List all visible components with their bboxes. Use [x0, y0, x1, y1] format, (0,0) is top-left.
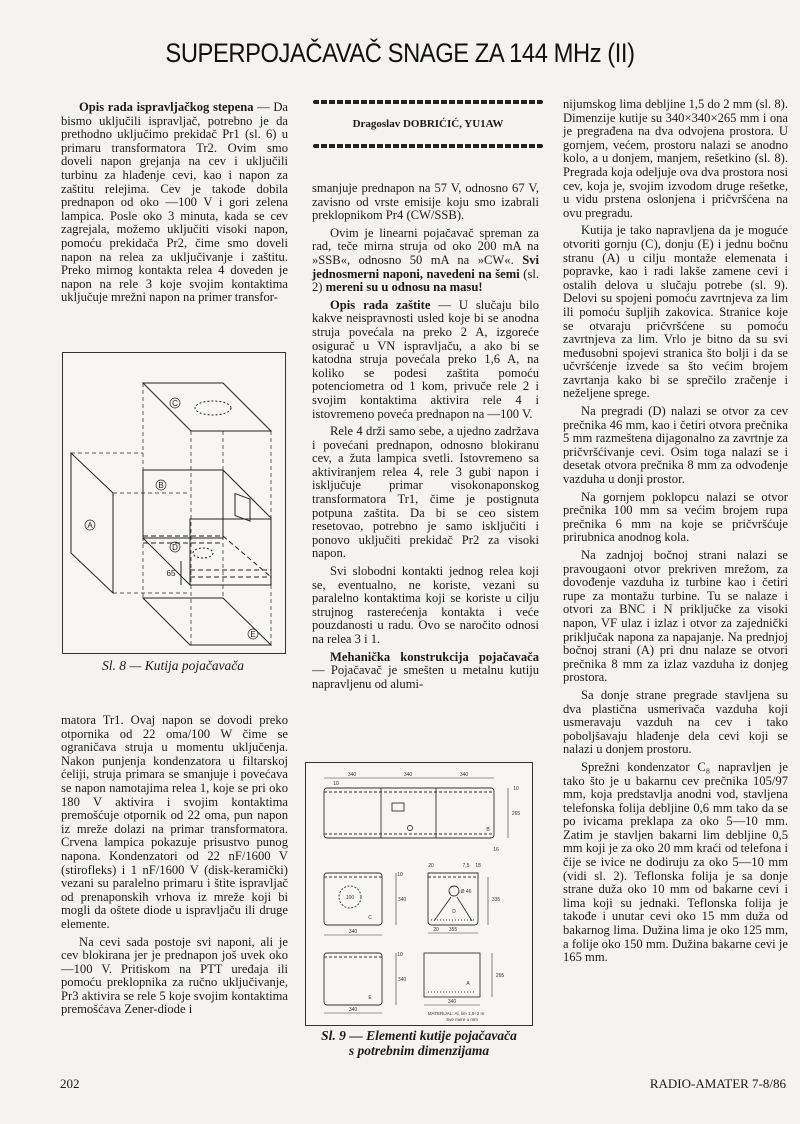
paragraph: Mehanička konstrukcija pojačavača — Pojačavač je smešten u metalnu kutiju napravljenu od alumi-	[312, 649, 539, 691]
label-b: B	[158, 481, 164, 490]
svg-text:Ø 46: Ø 46	[460, 889, 472, 895]
svg-text:10: 10	[513, 786, 519, 792]
svg-text:18: 18	[475, 863, 481, 869]
paragraph: Sa donje strane pregrade stavljena su dva plastična usmerivača vazduha koji usmeravaju vazduh na cev i tako poboljšavaju hlađenje dela cevi koji se nalazi u donjem prostoru.	[563, 687, 788, 757]
svg-text:265: 265	[495, 973, 505, 979]
svg-text:10: 10	[333, 781, 339, 787]
page-number: 202	[60, 1076, 80, 1091]
panel-dimension-diagram	[306, 763, 532, 1025]
section-heading-protection: Opis rada zaštite	[330, 297, 431, 312]
paragraph: Na pregradi (D) nalazi se otvor za cev prečnika 46 mm, kao i četiri otvora prečnika 5 mm razmeštena dijagonalno za zavrtnje za pričvršćivanje cevi. Osim toga nalazi se i desetak otvora prečnika 8 mm za odvođenje vazduha u donji prostor.	[563, 404, 788, 487]
figure-8-caption: Sl. 8 — Kutija pojačavača	[101, 658, 245, 673]
svg-text:20: 20	[433, 927, 439, 933]
figure-9-caption: Sl. 9 — Elementi kutije pojačavača s potrebnim dimenzijama	[321, 1028, 517, 1058]
paragraph: Ovim je linearni pojačavač spreman za rad, teče mirna struja od oko 200 mA na »SSB«, odnosno 50 mA na »CW«. Svi jednosmerni naponi, navedeni na šemi (sl. 2) mereni su u odnosu na masu!	[312, 225, 539, 295]
svg-text:355: 355	[448, 927, 458, 933]
svg-text:265: 265	[511, 811, 521, 817]
paragraph: Opis rada ispravljačkog stepena — Da bismo uključili ispravljač, potrebno je da prethodno uključimo prekidač Pr1 (sl. 6) u primaru transformatora Tr2. Ovim smo doveli napon grejanja na cev i uključili turbinu za hlađenje cevi, kao i napon za zaštitu relejima. Cev je takođe dobila prednapon od oko —100 V i gori zelena lampica. Posle oko 3 minuta, kada se cev zagrejala, možemo uključiti visoki napon, pomoću prekidača Pr2, čime smo doveli napon na relea za uključivanje i zaštitu. Preko mirnog kontakta relea 4 doveden je napon na rele 3 koje svojim kontaktima uključuje mrežni napon na primer transfor-	[61, 100, 289, 305]
label-c: C	[172, 399, 178, 408]
svg-text:335: 335	[491, 897, 501, 903]
paragraph: Opis rada zaštite — U slučaju bilo kakve neispravnosti usled koje bi se anodna struja povećala na preko 2 A, izgoreće osigurač u VN ispravljaču, a ako bi se katodna struja povećala preko 1,6 A, na koliko se podesi zaštita pomoću potenciometra od 1 kom, privuče rele 2 i svojim kontaktima aktivira rele 4 i istovremeno poveća prednapon na —100 V.	[312, 297, 539, 421]
decorative-rule-bottom	[313, 144, 543, 148]
paragraph: Na zadnjoj bočnoj strani nalazi se pravougaoni otvor prekriven mrežom, za dovođenje vazduha iz turbine kao i četiri rupe za montažu turbine. Tu se nalaze i otvori za BNC i N priključke za visoki napon, VF ulaz i izlaz i otvor za zajednički priključak napona za napajanje. Na prednjoj bočnoj strani (A) pri dnu nalaze se otvori prečnika 8 mm za izlaz vazduha iz donjeg prostora.	[563, 548, 788, 685]
column-1-bottom	[61, 714, 288, 1021]
paragraph: smanjuje prednapon na 57 V, odnosno 67 V, zavisno od vrste emisije koju smo izabrali preklopnikom Pr4 (CW/SSB).	[312, 181, 539, 223]
svg-text:E: E	[368, 995, 372, 1001]
paragraph: Kutija je tako napravljena da je moguće otvoriti gornju (C), donju (E) i jednu bočnu stranu (A) u cilju montaže elemenata i popravke, kao i radi lakše zamene cevi i ostalih delova u slučaju potrebe (sl. 9). Delovi su spojeni pomoću zavrtnjeva za lim ili pomoću šupljih zakovica. Stranice koje se otvaraju pričvršćene su pomoću zavrtnjeva za lim. Vrlo je bitno da su svi međusobni spojevi stranica što bolji i da se učvršćenje izvede sa što većim brojem zavrtanja kako bi se sprečilo zračenje i neželjene sprege.	[563, 223, 788, 401]
label-e: E	[250, 630, 256, 639]
svg-text:16: 16	[493, 847, 499, 853]
paragraph: matora Tr1. Ovaj napon se dovodi preko otpornika od 22 oma/100 W čime se ograničava struja u momentu uključenja. Nakon punjenja kondenzatora u filtarskoj ćeliji, struja primara se smanjuje i povećava se napon namotajima relea 1, koje se pri oko 180 V aktivira i svojim kontaktima premošćuje otpornik od 22 oma, pun napon iz mreže dolazi na primar transformatora. Crvena lampica pokazuje prisustvo punog napona. Kondenzatori od 22 nF/1600 V (stirofleks) i 1 nF/1600 V (disk-keramički) vezani su paralelno primaru i štite ispravljač od prenaponskih vrhova iz mreže koji bi mogli da oštete diode u ispravljaču ili druge elemente.	[61, 713, 288, 931]
svg-text:340: 340	[348, 929, 358, 935]
svg-text:340: 340	[397, 977, 407, 983]
paragraph: Na cevi sada postoje svi naponi, ali je cev blokirana jer je prednapon još uvek oko —100 V. Pritiskom na PTT uređaja ili pomoću preklopnika za ručno uključivanje, Pr3 aktivira se rele 5 koje svojim kontaktima premošćava Zener-diode i	[61, 934, 288, 1017]
column-1-top	[61, 101, 288, 309]
svg-text:B: B	[486, 827, 490, 833]
units-note: Sve mere u mm	[446, 1017, 478, 1022]
label-a: A	[87, 521, 93, 530]
svg-text:340: 340	[447, 999, 457, 1005]
article-title: SUPERPOJAČAVAČ SNAGE ZA 144 MHz (II)	[165, 38, 635, 68]
byline	[312, 100, 544, 148]
author-name: Dragoslav DOBRIĆIĆ, YU1AW	[352, 118, 504, 130]
paragraph: Na gornjem poklopcu nalazi se otvor prečnika 100 mm sa većim brojem rupa prečnika 6 mm na koje se pričvršćuje prirubnica anodnog kola.	[563, 489, 788, 545]
column-2	[312, 182, 539, 695]
column-3	[563, 98, 788, 969]
paragraph: Svi slobodni kontakti jednog relea koji se, eventualno, ne koriste, vezani su paralelno kontaktima koji se koriste u cilju strujnog rasterećenja kontakta i veće pouzdanosti u radu. Ovo se naročito odnosi na relea 3 i 1.	[312, 564, 539, 646]
section-heading-rectifier: Opis rada ispravljačkog stepena	[79, 100, 254, 114]
paragraph: nijumskog lima debljine 1,5 do 2 mm (sl. 8). Dimenzije kutije su 340×340×265 mm i ona je pregrađena na dva odvojena prostora. U gornjem, većem, prostoru nalazi se anodno kolo, a u donjem, manjem, rešetkino (sl. 8). Pregrada koja odeljuje ova dva prostora nosi cev, koja je, svojim izvodom druge rešetke, u vidu prstena oslonjena i pričvršćena na ovu pregradu.	[563, 97, 788, 220]
svg-text:10: 10	[397, 952, 403, 958]
magazine-issue: RADIO-AMATER 7-8/86	[649, 1076, 786, 1091]
svg-text:D: D	[452, 909, 456, 915]
svg-text:340: 340	[347, 772, 357, 778]
svg-text:A: A	[466, 981, 470, 987]
figure-8-box-drawing	[62, 352, 286, 654]
svg-text:7,5: 7,5	[462, 863, 470, 869]
label-d: D	[172, 543, 178, 552]
svg-text:C: C	[368, 915, 372, 921]
svg-text:340: 340	[348, 1007, 358, 1013]
svg-text:340: 340	[397, 897, 407, 903]
material-note: MATERIJAL: Al. lim 1,5÷2 m	[427, 1011, 485, 1016]
paragraph: Rele 4 drži samo sebe, a ujedno zadržava i povećani prednapon, odnosno blokiranu cev, a žuta lampica svetli. Istovremeno sa aktiviranjem relea 4, rele 3 gubi napon i isključuje primar visokonaponskog transformatora Tr1, čime je postignuta potpuna zaštita. Da bi se ceo sistem resetovao, potrebno je samo isključiti i ponovo uključiti prekidač Pr2 za visoki napon.	[312, 424, 539, 561]
svg-text:340: 340	[403, 772, 413, 778]
figure-9-panel-drawings	[305, 762, 533, 1026]
section-heading-mechanical: Mehanička konstrukcija pojačavača	[330, 649, 539, 664]
svg-text:20: 20	[428, 863, 434, 869]
svg-text:340: 340	[459, 772, 469, 778]
paragraph: Sprežni kondenzator C₈ napravljen je tako što je u bakarnu cev prečnika 105/97 mm, koja predstavlja anodni vod, stavljena telefonska folija debljine 0,6 mm tako da se po ivicama preklapa za oko 5—10 mm. Zatim je stavljen bakarni lim debljine 0,5 mm koji je za oko 20 mm kraći od telefona i čije se ivice ne dodiruju za oko 5—10 mm (vidi sl. 2). Teflonska folija je sa donje strane duža oko 10 mm od bakarne cevi i lima koji su jednaki. Teflonska folija je takođe i unutar cevi oko 15 mm duža od bakarnog lima. Dužina lima je oko 125 mm, a folije oko 150 mm. Dužina bakarne cevi je 165 mm.	[563, 759, 788, 965]
svg-text:100: 100	[345, 895, 355, 901]
box-exploded-diagram	[63, 353, 285, 653]
svg-text:10: 10	[397, 872, 403, 878]
dimension-65: 65	[166, 569, 176, 578]
decorative-rule-top	[313, 100, 543, 104]
